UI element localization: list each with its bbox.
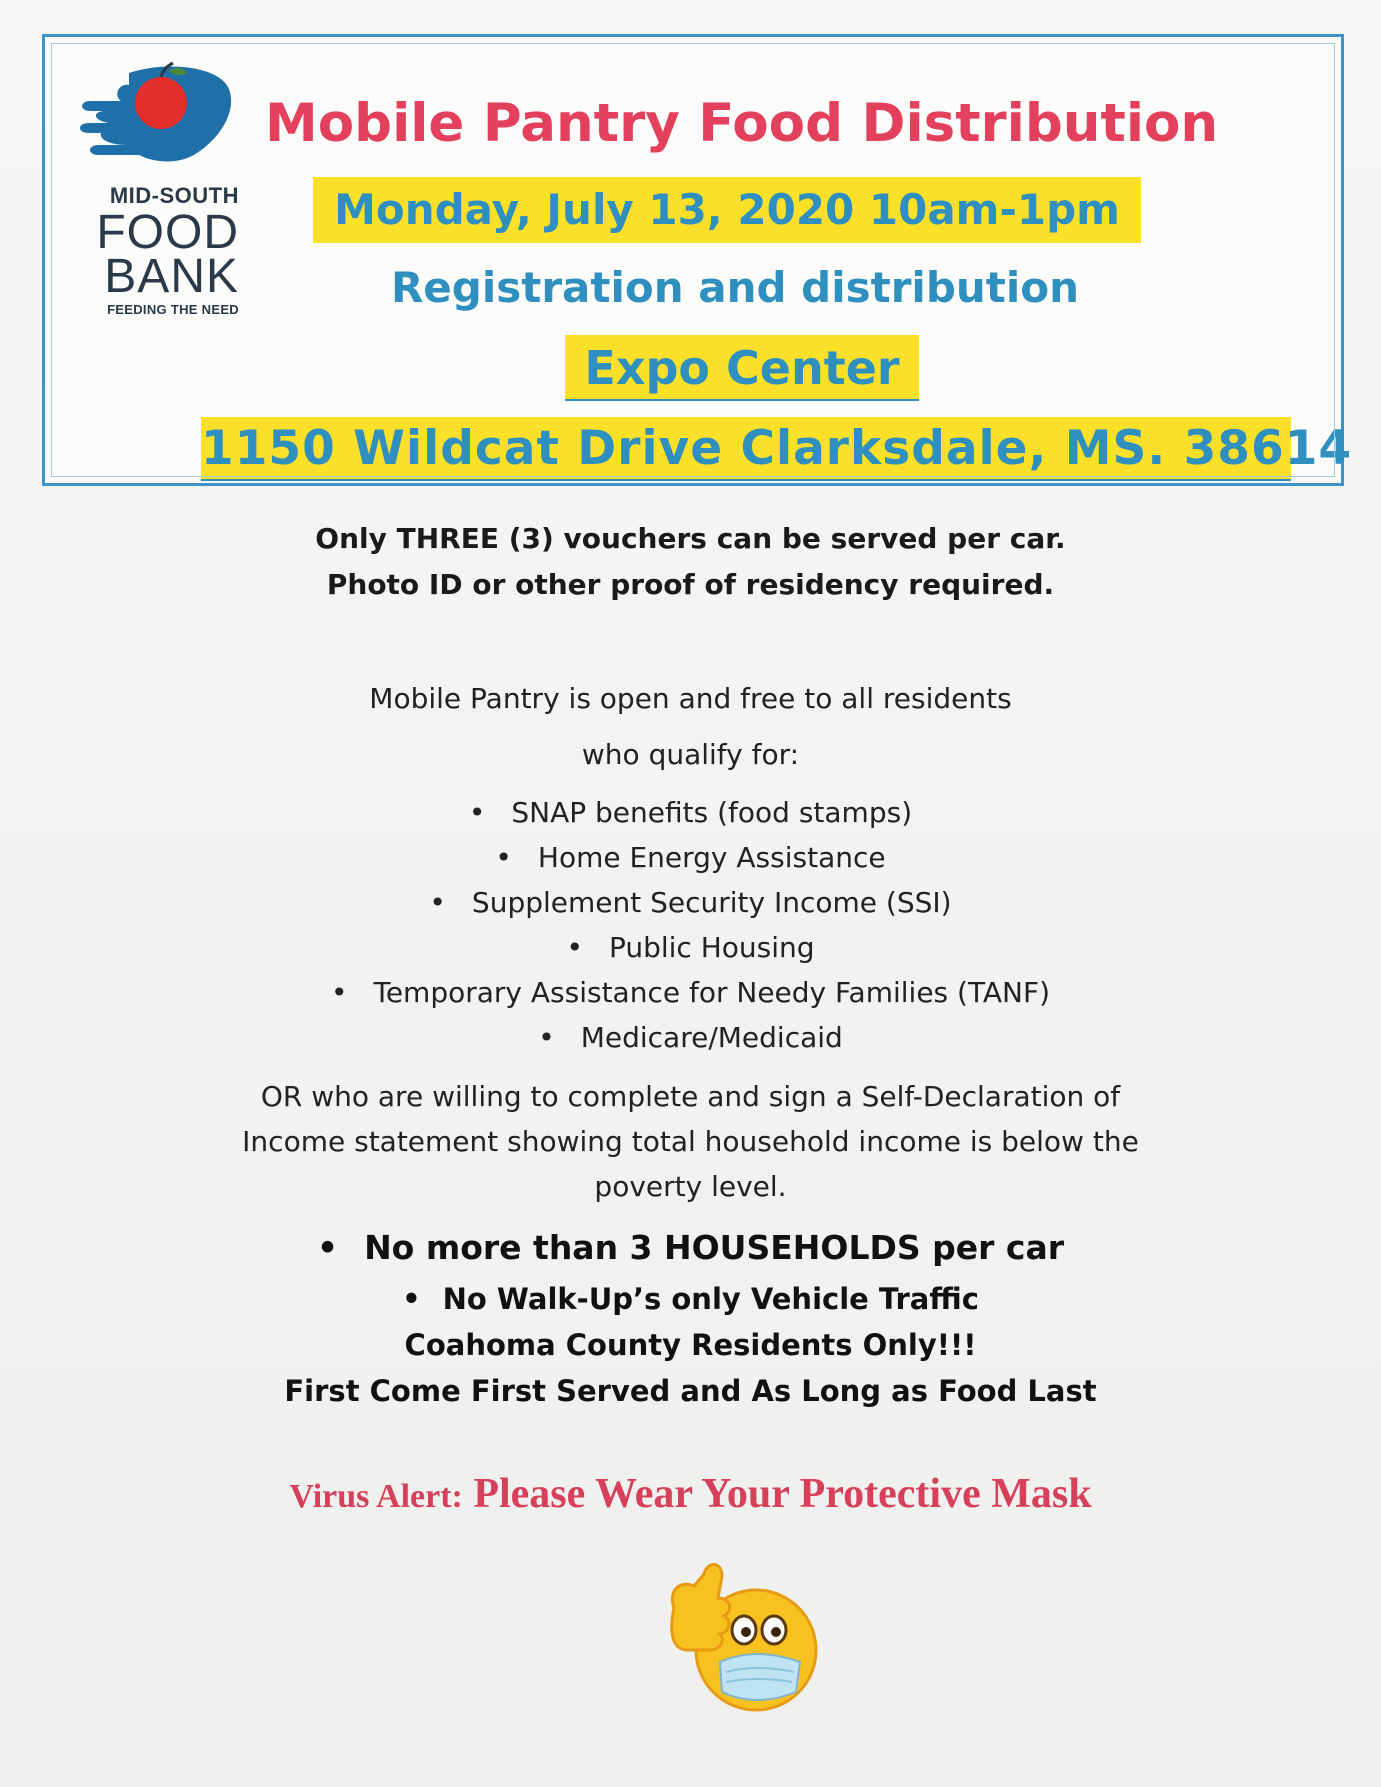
venue-address: 1150 Wildcat Drive Clarksdale, MS. 38614 <box>201 417 1291 481</box>
self-declaration-line-1: OR who are willing to complete and sign a Self-Declaration of <box>260 1080 1121 1113</box>
eligibility-intro: Mobile Pantry is open and free to all residents <box>369 682 1012 715</box>
self-declaration-line-2: Income statement showing total household income is below the <box>242 1125 1139 1158</box>
virus-alert-message: Please Wear Your Protective Mask <box>473 1471 1092 1517</box>
virus-alert-prefix: Virus Alert: <box>289 1478 463 1515</box>
venue-name: Expo Center <box>565 335 919 401</box>
logo-line-food: FOOD <box>96 206 239 259</box>
rule-county: Coahoma County Residents Only!!! <box>404 1328 977 1362</box>
id-requirement: Photo ID or other proof of residency required. <box>326 568 1055 601</box>
rule-walkups: • No Walk-Up’s only Vehicle Traffic <box>402 1282 979 1316</box>
logo-tagline: FEEDING THE NEED <box>107 302 239 317</box>
logo-line-bank: BANK <box>104 250 239 303</box>
thumbs-up-mask-emoji-icon <box>660 1546 830 1726</box>
list-item: • Temporary Assistance for Needy Families (TANF) <box>330 976 1051 1009</box>
list-item: • Supplement Security Income (SSI) <box>429 886 952 919</box>
rule-households: • No more than 3 HOUSEHOLDS per car <box>316 1228 1065 1267</box>
virus-alert <box>0 1470 1381 1518</box>
header-box <box>42 34 1353 486</box>
list-item: • Public Housing <box>566 931 815 964</box>
list-item: • SNAP benefits (food stamps) <box>468 796 913 829</box>
list-item: • Home Energy Assistance <box>495 841 886 874</box>
eligibility-intro-2: who qualify for: <box>581 738 800 771</box>
self-declaration-line-3: poverty level. <box>594 1170 787 1203</box>
rule-first-come: First Come First Served and As Long as Food Last <box>284 1374 1097 1408</box>
mid-south-food-bank-logo <box>69 59 239 317</box>
registration-note: Registration and distribution <box>390 263 1080 312</box>
page-title: Mobile Pantry Food Distribution <box>265 93 1219 154</box>
voucher-limit: Only THREE (3) vouchers can be served per car. <box>315 522 1066 555</box>
logo-line-mid-south: MID-SOUTH <box>109 183 239 208</box>
list-item: • Medicare/Medicaid <box>538 1021 843 1054</box>
apple-in-hand-icon <box>69 59 239 167</box>
event-date: Monday, July 13, 2020 10am-1pm <box>313 177 1141 243</box>
